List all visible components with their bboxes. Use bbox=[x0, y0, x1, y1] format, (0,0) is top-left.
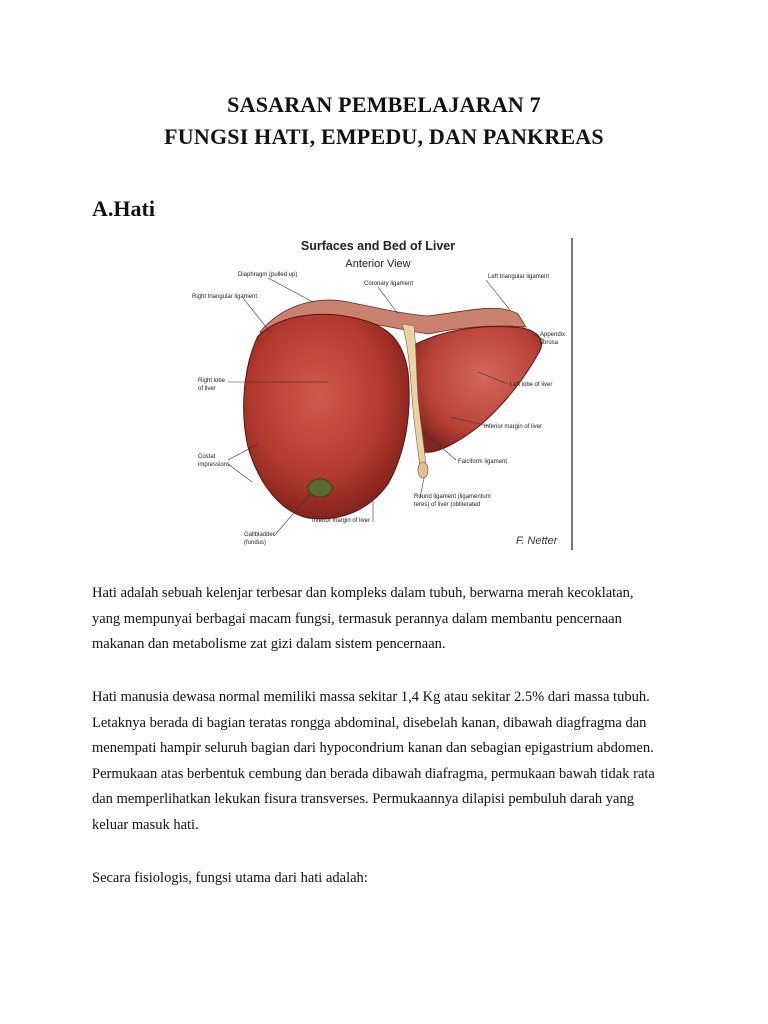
label-right-lobe-1: Right lobe bbox=[198, 378, 226, 384]
paragraph-line: Hati adalah sebuah kelenjar terbesar dan kompleks dalam tubuh, berwarna merah kecoklatan, bbox=[92, 585, 634, 601]
label-round-ligament-1: Round ligament (ligamentum bbox=[414, 494, 491, 500]
label-falciform: Falciform ligament bbox=[458, 459, 508, 465]
paragraph-line: dan memperlihatkan lekukan fisura transverses. Permukaannya dilapisi pembuluh darah yang bbox=[92, 791, 634, 808]
label-inferior-margin-left: Inferior margin of liver bbox=[484, 424, 543, 430]
paragraph-line: yang mempunyai berbagai macam fungsi, termasuk perannya dalam membantu pencernaan bbox=[92, 610, 622, 627]
label-right-triangular: Right triangular ligament bbox=[192, 294, 258, 300]
paragraph-3 bbox=[92, 866, 692, 892]
section-heading: A.Hati bbox=[92, 196, 155, 221]
paragraph-line: Hati manusia dewasa normal memiliki massa sekitar 1,4 Kg atau sekitar 2.5% dari massa tubuh. bbox=[92, 689, 650, 705]
label-inferior-margin: Inferior margin of liver bbox=[312, 518, 371, 524]
label-fibrosa: fibrosa bbox=[540, 340, 559, 346]
label-appendix: Appendix bbox=[540, 332, 566, 338]
figure-title: Surfaces and Bed of Liver bbox=[300, 239, 456, 253]
paragraph-line: Permukaan atas berbentuk cembung dan berada dibawah diafragma, permukaan bawah tidak rata bbox=[92, 765, 655, 782]
label-costal-1: Costal bbox=[198, 454, 216, 460]
paragraph-line: Letaknya berada di bagian teratas rongga abdominal, disebelah kanan, dibawah diagfragma dan bbox=[92, 714, 647, 731]
label-right-lobe-2: of liver bbox=[198, 386, 216, 392]
paragraph-line: Secara fisiologis, fungsi utama dari hati adalah: bbox=[92, 870, 368, 886]
page-title-line2: FUNGSI HATI, EMPEDU, DAN PANKREAS bbox=[164, 124, 604, 149]
figure-subtitle: Anterior View bbox=[345, 258, 411, 270]
paragraph-line: makanan dan metabolisme zat gizi dalam sistem pencernaan. bbox=[92, 636, 446, 653]
netter-signature: F. Netter bbox=[516, 535, 558, 547]
label-diaphragm: Diaphragm (pulled up) bbox=[238, 272, 298, 278]
paragraph-1 bbox=[92, 581, 692, 658]
paragraph-line: menempati hampir seluruh bagian dari hypocondrium kanan dan sebagian epigastrium abdomen. bbox=[92, 740, 654, 757]
label-round-ligament-2: teres) of liver (obliterated bbox=[414, 502, 481, 508]
label-left-lobe: Left lobe of liver bbox=[510, 382, 553, 388]
label-gallbladder-1: Gallbladder bbox=[244, 532, 275, 538]
page-title-line1: SASARAN PEMBELAJARAN 7 bbox=[227, 92, 541, 117]
label-coronary-ligament: Coronary ligament bbox=[364, 281, 414, 287]
label-costal-2: impressions bbox=[198, 462, 231, 468]
liver-figure bbox=[188, 232, 580, 554]
label-gallbladder-2: (fundus) bbox=[244, 540, 267, 546]
paragraph-2 bbox=[92, 685, 692, 839]
liver-illustration bbox=[188, 232, 580, 554]
paragraph-line: keluar masuk hati. bbox=[92, 816, 199, 833]
label-left-triangular: Left triangular ligament bbox=[488, 274, 550, 280]
